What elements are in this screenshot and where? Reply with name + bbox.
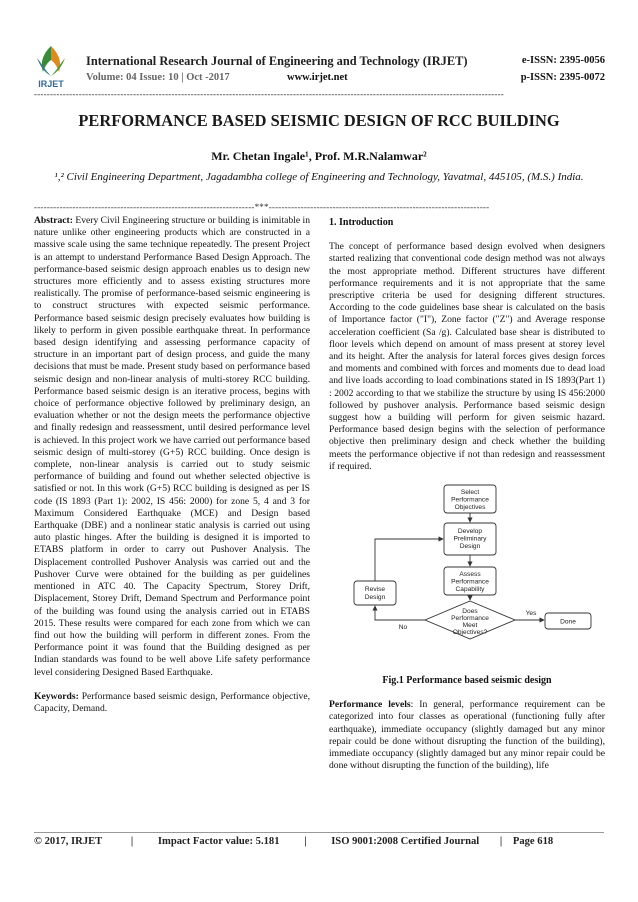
volume-issue: Volume: 04 Issue: 10 | Oct -2017 [86, 72, 230, 83]
logo-text: IRJET [38, 79, 64, 89]
keywords-text: Performance based seismic design, Performance objective, Capacity, Demand. [34, 690, 310, 714]
node-assess-line2: Performance [451, 578, 489, 586]
abstract [34, 215, 310, 679]
keywords-label: Keywords: [34, 690, 79, 702]
node-select-line1: Select [460, 489, 480, 497]
abstract-label: Abstract: [34, 215, 73, 226]
left-column [34, 215, 310, 715]
authors: Mr. Chetan Ingale¹, Prof. M.R.Nalamwar² [211, 149, 427, 163]
irjet-logo-icon [34, 44, 68, 90]
footer-sep-2: | [304, 836, 307, 847]
node-revise-line1: Revise [364, 586, 386, 594]
right-column [329, 215, 605, 772]
footer-page-number: Page 618 [512, 836, 554, 847]
node-develop-line1: Develop [457, 528, 483, 536]
performance-levels-text: : In general, performance requirement can be categorized into four classes as operational (functioning fully after earthquake), immediate occupancy (slightly damaged but any minor repair could be done without disrupting the function of the building), immediate occupancy (slightly damaged but any minor repair could be done without disrupting the function of the building), life [329, 699, 605, 772]
node-decision-line3: Meet [462, 622, 478, 630]
journal-title: International Research Journal of Engineering and Technology (IRJET) [86, 54, 468, 68]
node-assess-line1: Assess [459, 571, 481, 579]
node-revise-line2: Design [364, 594, 386, 602]
footer-divider [34, 832, 604, 833]
node-select-line2: Performance [451, 496, 489, 504]
introduction-text: The concept of performance based design evolved when designers started realizing that conventional code design method was not always the most appropriate method. Different structures have different performance requirements and it is not appropriate that the same prescriptive criteria be used for designing different structures. According to the code guidelines base shear is calculated on the basis of Importance factor ("I"), Zone factor ("Z") and Average response acceleration coefficient (Sa /g). Calculated base shear is distributed to floor levels which depend on amount of mass present at storey level and its height. After the analysis for lateral forces gives design forces and moments and combined with forces and moments due to dead load and live loads according to load combinations stated in IS 1893(Part 1) : 2002 according to that we stabilize the structure by using IS 456:2000 followed by pushover analysis. Performance based seismic design suggest how a building will perform for given seismic hazard. Performance based design begins with the selection of performance objective then preliminary design and check whether the building meets the performance objective if not than redesign and reassessment if required. [329, 241, 605, 472]
footer-impact-factor: Impact Factor value: 5.181 [157, 836, 280, 847]
header-separator: --------------------------------------------------------------------------------------------------------------------------------------------------- [34, 89, 504, 99]
introduction-heading: 1. Introduction [329, 217, 394, 228]
paper-title: PERFORMANCE BASED SEISMIC DESIGN OF RCC BUILDING [78, 111, 560, 130]
edge-label-yes: Yes [525, 610, 537, 618]
revise-design-box [354, 581, 396, 605]
performance-levels [329, 699, 605, 772]
node-decision-line2: Performance [451, 615, 489, 623]
journal-header [0, 0, 638, 92]
node-decision-line1: Does [462, 608, 478, 616]
section-separator: ---------------------------------------------------------------------***--------------------------------------------------------------------- [34, 202, 490, 212]
footer-copyright: © 2017, IRJET [34, 836, 103, 847]
pissn: p-ISSN: 2395-0072 [520, 72, 605, 83]
journal-website-link[interactable]: www.irjet.net [287, 72, 348, 83]
footer-iso: ISO 9001:2008 Certified Journal [331, 836, 480, 847]
node-develop-line2: Preliminary [453, 535, 487, 543]
node-develop-line3: Design [459, 543, 481, 551]
figure-caption: Fig.1 Performance based seismic design [382, 675, 552, 687]
abstract-text: Every Civil Engineering structure or building is inimitable in nature unlike other engineering products which are constructed in a massive scale using the same technique repeatedly. The present Project is an attempt to understand Performance Based Design Approach. The performance-based seismic design approach enables us to design new structures more efficiently and to assess existing structures more realistically. The promise of performance-based seismic engineering is to construct structures with expected seismic performance. Performance based seismic design precisely evaluates how building is likely to perform in given possible earthquake threat. In performance based design identifying and assessing performance capacity of structure in an important part of design process, and guide the many decisions that must be made. Present study based on performance based seismic design and non-linear analysis of multi-storey RCC building. Performance based seismic design is an iterative process, begins with choice of performance objective followed by preliminary design, an evaluation whether or not the design meets the performance objective and finally redesign and reassessment, until desired performance level is achieved. In this project work we have carried out performance based seismic design of multi-storey (G+5) RCC building. Once design is complete, non-linear analysis is carried out to study seismic performance of building and found out whether selected objective is satisfied or not. In this work (G+5) RCC building is designed as per IS code (IS 1893 (Part 1): 2002, IS 456: 2000) for zone 5, 4 and 3 for Maximum Considered Earthquake (MCE) and Design based Earthquake (DBE) and a nonlinear static analysis is carried out using auto plastic hinges. After the building is designed it is imported to ETABS platform in order to carry out Pushover Analysis. The Displacement controlled Pushover Analysis was carried out and the Pushover Curve were obtained for the building as per guidelines mentioned in ATC 40. The Capacity Spectrum, Storey Drift, Displacement, Storey Drift, Demand Spectrum and Performance point of the building was found using the analysis carried out in ETABS 2015. These results were compared for each zone from which we can find out how the building will perform in different zones. From the Performance point it was found that the Building designed as per Indian standards was found to be well above Life safety performance level considering Designed Based Earthquake. [34, 215, 310, 678]
footer-sep-1: | [130, 836, 134, 847]
keywords [34, 691, 310, 715]
footer [34, 836, 604, 847]
node-assess-line3: Capability [455, 586, 485, 594]
flowchart-svg [329, 483, 605, 665]
affiliation: ¹,² Civil Engineering Department, Jagadambha college of Engineering and Technology, Yavatmal, 445105, (M.S.) India. [54, 171, 584, 183]
node-done: Done [560, 618, 576, 626]
eissn: e-ISSN: 2395-0056 [521, 55, 605, 66]
edge-label-no: No [398, 624, 408, 632]
node-select-line3: Objectives [454, 504, 486, 512]
performance-levels-label: Performance levels [329, 699, 411, 711]
flowchart-figure [329, 483, 605, 665]
footer-sep-3: | [499, 836, 503, 847]
node-decision-line4: Objectives? [452, 629, 488, 637]
